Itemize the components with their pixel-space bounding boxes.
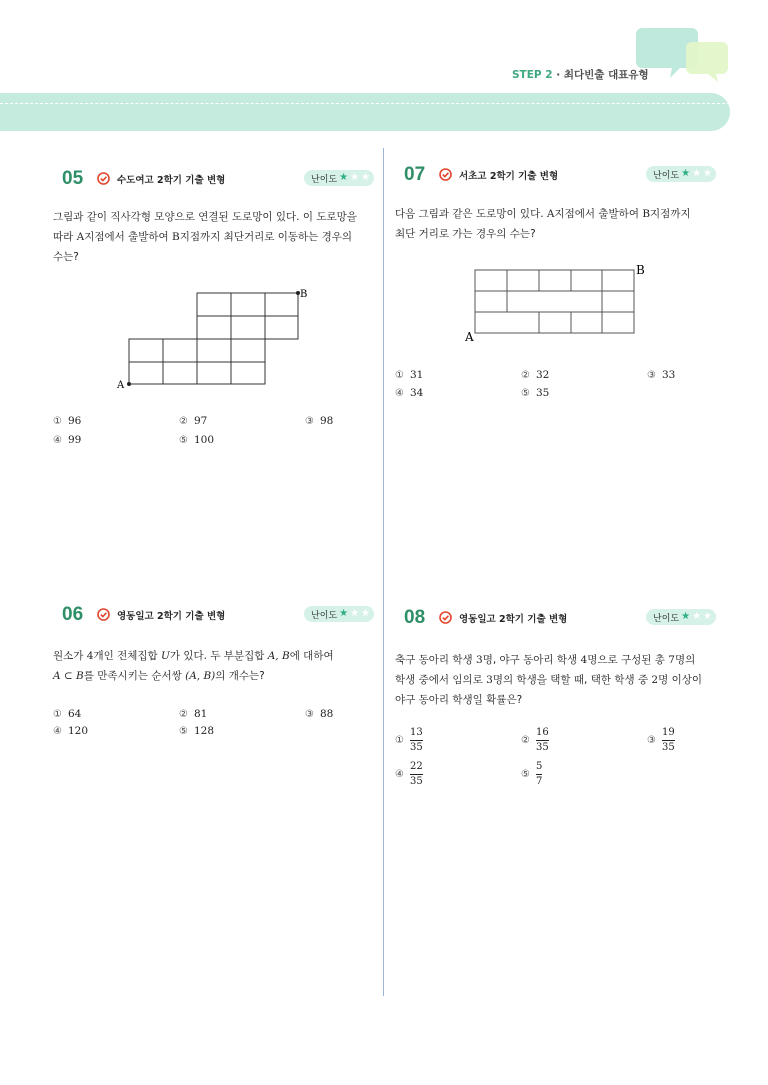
question-source: 영동일고 2학기 기출 변형: [117, 611, 226, 622]
choice-1[interactable]: [395, 727, 423, 754]
denominator: 35: [535, 742, 549, 753]
numerator: 22: [409, 761, 423, 772]
check-badge-icon: [439, 168, 452, 181]
question-source: 영동일고 2학기 기출 변형: [459, 614, 568, 625]
math-number: 3: [476, 654, 483, 666]
choice-3[interactable]: [305, 708, 333, 720]
text-segment: 의 개수는?: [215, 670, 265, 682]
question-text-line: 그림과 같이 직사각형 모양으로 연결된 도로망이 있다. 이 도로망을: [53, 211, 357, 223]
question-text-line: 최단 거리로 가는 경우의 수는?: [395, 228, 536, 240]
numerator: 13: [409, 727, 423, 738]
choice-marker: ③: [647, 369, 656, 381]
choice-value: 128: [193, 725, 215, 737]
choice-marker: ①: [53, 415, 62, 427]
math-number: 2: [651, 674, 659, 686]
star-filled-icon: ★: [339, 608, 349, 619]
numerator: 16: [535, 727, 549, 738]
road-network-figure-07: [462, 262, 662, 344]
text-segment: 다음 그림과 같은 도로망이 있다.: [395, 208, 547, 220]
choice-marker: ⑤: [179, 434, 188, 446]
denominator: 35: [661, 742, 675, 753]
math-set-u: U: [161, 650, 170, 662]
text-segment: 학생 중에서 임의로: [395, 674, 487, 686]
question-number: 08: [404, 607, 426, 628]
choice-marker: ⑤: [521, 769, 530, 780]
header-step-label: [512, 67, 649, 82]
choices-05: [53, 415, 373, 455]
column-divider: [383, 148, 384, 996]
choice-1[interactable]: [53, 415, 81, 427]
text-segment: 축구 동아리 학생: [395, 654, 477, 666]
math-sets-a-b: A, B: [267, 650, 290, 662]
difficulty-label: 난이도: [653, 613, 680, 624]
choice-value: 31: [409, 369, 424, 381]
text-segment: 지점까지: [650, 208, 691, 220]
choice-marker: ④: [53, 725, 62, 737]
choices-08: [395, 727, 725, 793]
choice-value: 81: [193, 708, 208, 720]
question-source: 수도여고 2학기 기출 변형: [117, 175, 226, 186]
choice-value: 33: [661, 369, 676, 381]
text-segment: 명의 학생을 택할 때, 택한 학생 중: [492, 674, 652, 686]
choice-marker: ①: [53, 708, 62, 720]
difficulty-badge: [304, 170, 374, 186]
road-network-figure-05: [112, 285, 312, 395]
choice-value: 98: [319, 415, 334, 427]
numerator: 19: [661, 727, 675, 738]
star-empty-icon: ★: [703, 168, 712, 179]
choice-value: 96: [67, 415, 82, 427]
choice-value: 88: [319, 708, 334, 720]
text-segment: 에 대하여: [289, 650, 334, 662]
choice-marker: ③: [305, 415, 314, 427]
math-number: 4: [86, 650, 94, 662]
text-segment: 를 만족시키는 순서쌍: [83, 670, 186, 682]
math-number: 3: [486, 674, 493, 686]
question-source: 서초고 2학기 기출 변형: [459, 171, 559, 182]
fraction: [536, 761, 542, 788]
question-number: 05: [62, 168, 84, 189]
question-08: [395, 607, 719, 710]
text-segment: 개인 전체집합: [93, 650, 162, 662]
choice-marker: ②: [179, 415, 188, 427]
question-text: [53, 646, 373, 686]
question-text-line: [53, 227, 363, 247]
choice-marker: ②: [521, 735, 530, 746]
star-empty-icon: ★: [361, 608, 370, 619]
difficulty-badge: [646, 609, 716, 625]
denominator: 35: [409, 742, 423, 753]
choices-06: [53, 708, 373, 748]
fraction: [662, 727, 675, 754]
step-separator: ·: [552, 69, 564, 81]
choice-marker: ⑤: [179, 725, 188, 737]
choice-1[interactable]: [395, 369, 423, 381]
choice-marker: ①: [395, 369, 404, 381]
text-segment: 따라: [53, 231, 77, 243]
star-filled-icon: ★: [681, 168, 691, 179]
choice-value: 64: [67, 708, 82, 720]
choice-4[interactable]: [53, 434, 81, 446]
star-filled-icon: ★: [681, 611, 691, 622]
fraction: [536, 727, 549, 754]
question-text-line: 야구 동아리 학생일 확률은?: [395, 694, 523, 706]
difficulty-badge: [304, 606, 374, 622]
choice-marker: ②: [179, 708, 188, 720]
text-segment: 지점에서 출발하여: [554, 208, 643, 220]
choice-marker: ②: [521, 369, 530, 381]
choice-value: 97: [193, 415, 208, 427]
star-empty-icon: ★: [350, 172, 360, 183]
check-badge-icon: [439, 611, 452, 624]
question-05: [53, 168, 377, 267]
choice-marker: ①: [395, 735, 404, 746]
choice-value: 100: [193, 434, 215, 446]
point-a-label: A: [465, 330, 474, 344]
text-segment: 명 이상이: [658, 674, 703, 686]
check-badge-icon: [97, 608, 110, 621]
choice-3[interactable]: [305, 415, 333, 427]
choice-4[interactable]: [53, 725, 88, 737]
step-title: 최다빈출 대표유형: [563, 69, 649, 81]
text-segment: 명의: [674, 654, 696, 666]
fraction: [410, 761, 423, 788]
star-empty-icon: ★: [703, 611, 712, 622]
question-text: [395, 204, 715, 244]
question-text-line: [53, 666, 373, 686]
header-band-dash: [0, 103, 730, 104]
difficulty-label: 난이도: [311, 610, 338, 621]
math-point-a: A: [76, 231, 85, 243]
text-segment: 명, 야구 동아리 학생: [482, 654, 581, 666]
math-subset-relation: A ⊂ B: [53, 670, 84, 682]
step-number: STEP 2: [512, 69, 553, 81]
question-text: [395, 650, 725, 710]
choice-marker: ③: [305, 708, 314, 720]
question-header: [62, 168, 377, 190]
fraction: [410, 727, 423, 754]
question-text-line: 수는?: [53, 251, 79, 263]
denominator: 35: [409, 776, 423, 787]
question-text: [53, 207, 363, 267]
math-ordered-pair: (A, B): [185, 670, 216, 682]
choice-value: 35: [535, 387, 550, 399]
choice-2[interactable]: [521, 727, 549, 754]
choice-marker: ④: [53, 434, 62, 446]
math-point-b: B: [172, 231, 180, 243]
choice-value: 34: [409, 387, 424, 399]
math-number: 4: [580, 654, 588, 666]
star-empty-icon: ★: [692, 611, 702, 622]
choice-5[interactable]: [179, 434, 214, 446]
header-band: [0, 93, 730, 131]
text-segment: 가 있다. 두 부분집합: [169, 650, 268, 662]
math-point-b: B: [642, 208, 651, 220]
difficulty-label: 난이도: [311, 174, 338, 185]
choice-marker: ④: [395, 387, 404, 399]
point-b-label: B: [300, 289, 308, 300]
difficulty-label: 난이도: [653, 170, 680, 181]
choice-4[interactable]: [395, 761, 423, 788]
text-segment: 지점에서 출발하여: [84, 231, 173, 243]
star-empty-icon: ★: [692, 168, 702, 179]
choice-5[interactable]: [179, 725, 214, 737]
point-b-label: B: [636, 263, 645, 277]
choice-5[interactable]: [521, 761, 542, 788]
question-text-line: [53, 646, 373, 666]
text-segment: 지점까지 최단거리로 이동하는 경우의: [179, 231, 353, 243]
text-segment: 원소가: [53, 650, 87, 662]
choice-value: 99: [67, 434, 82, 446]
question-number: 06: [62, 604, 84, 625]
choice-marker: ④: [395, 769, 404, 780]
difficulty-badge: [646, 166, 716, 182]
choice-2[interactable]: [521, 369, 549, 381]
choice-value: 32: [535, 369, 550, 381]
star-empty-icon: ★: [361, 172, 370, 183]
math-number: 7: [668, 654, 675, 666]
question-text-line: [395, 670, 725, 690]
question-header: [404, 607, 719, 629]
choices-07: [395, 369, 725, 409]
question-header: [62, 604, 377, 626]
choice-2[interactable]: [179, 415, 207, 427]
choice-1[interactable]: [53, 708, 81, 720]
speech-bubbles-icon: [636, 24, 732, 86]
star-filled-icon: ★: [339, 172, 349, 183]
question-header: [404, 164, 719, 186]
text-segment: 명으로 구성된 총: [587, 654, 669, 666]
check-badge-icon: [97, 172, 110, 185]
numerator: 5: [535, 761, 543, 772]
point-a-label: A: [117, 380, 125, 391]
star-empty-icon: ★: [350, 608, 360, 619]
question-text-line: [395, 204, 715, 224]
choice-3[interactable]: [647, 369, 675, 381]
choice-marker: ③: [647, 735, 656, 746]
math-point-a: A: [546, 208, 555, 220]
choice-marker: ⑤: [521, 387, 530, 399]
choice-value: 120: [67, 725, 89, 737]
choice-3[interactable]: [647, 727, 675, 754]
question-number: 07: [404, 164, 426, 185]
choice-5[interactable]: [521, 387, 549, 399]
question-text-line: [395, 650, 725, 670]
choice-4[interactable]: [395, 387, 423, 399]
denominator: 7: [535, 776, 543, 787]
choice-2[interactable]: [179, 708, 207, 720]
question-07: [395, 164, 719, 244]
question-06: [53, 604, 377, 686]
